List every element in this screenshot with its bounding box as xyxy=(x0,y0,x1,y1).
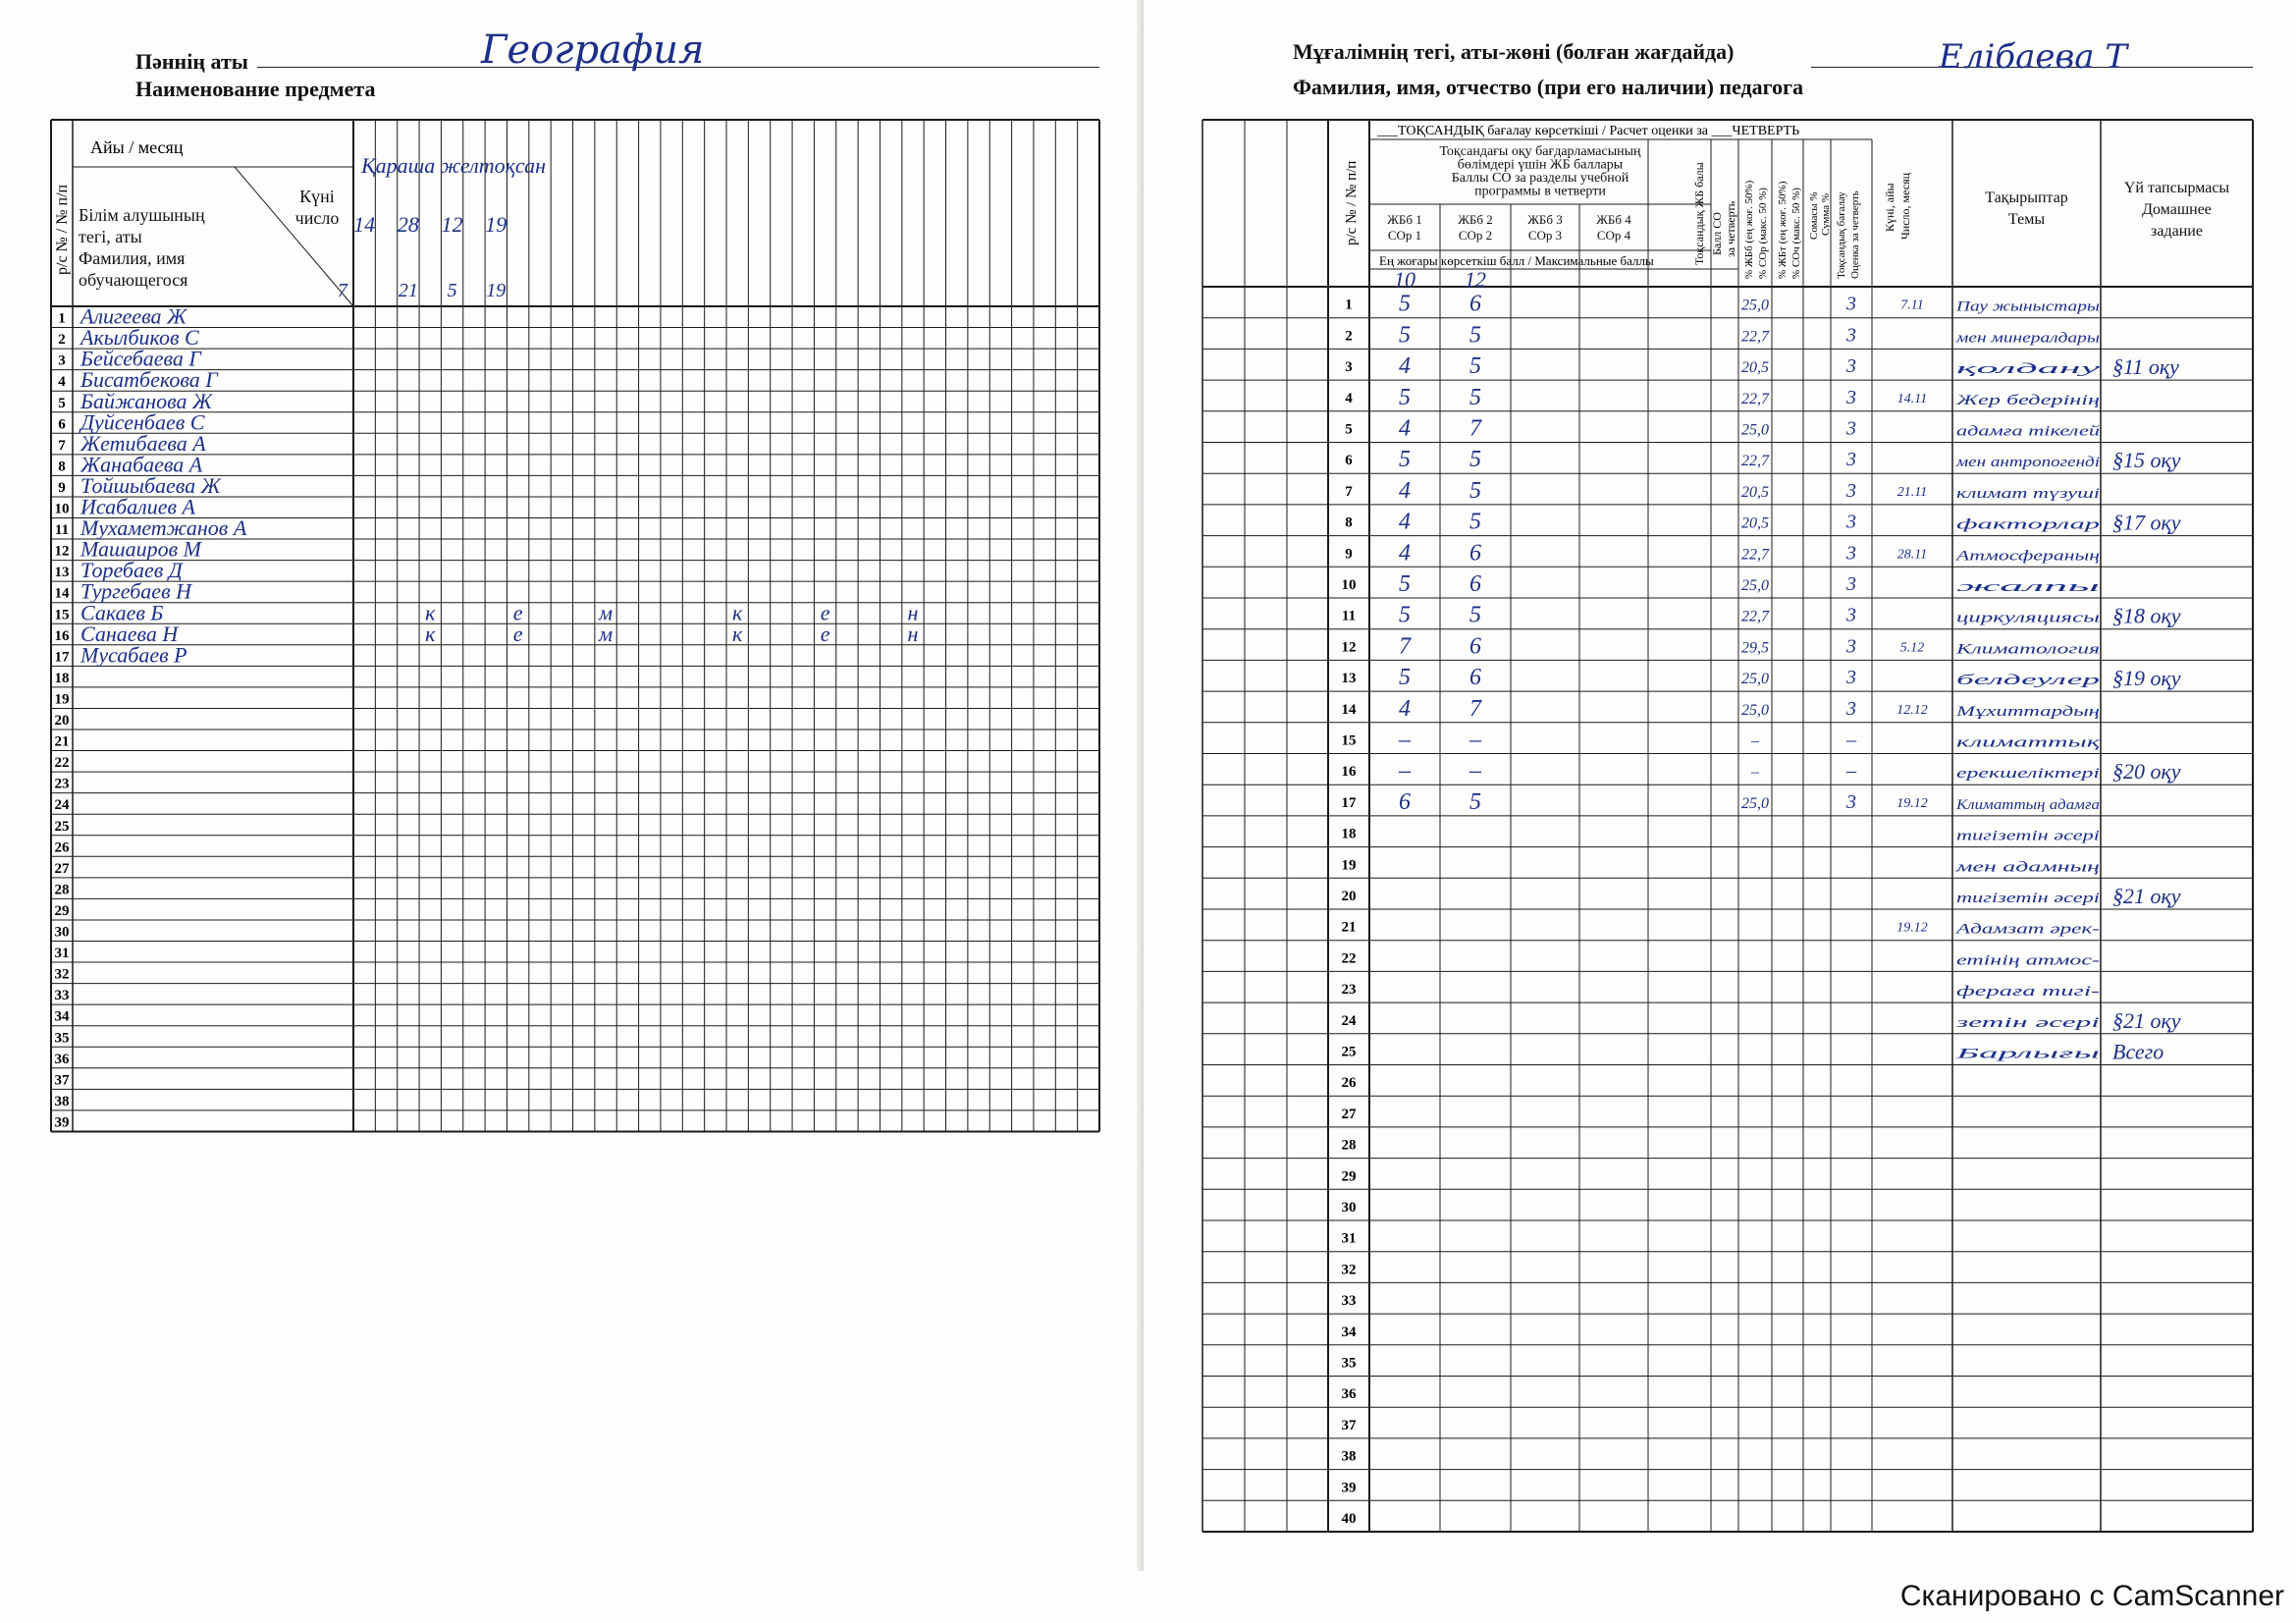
row-number: 10 xyxy=(54,501,70,517)
pct-score: 25,0 xyxy=(1741,297,1769,314)
topic-line: Климатология xyxy=(1954,641,2101,658)
sor2-score: 6 xyxy=(1469,633,1481,660)
row-number: 36 xyxy=(1341,1386,1357,1403)
absence-mark: к xyxy=(732,600,743,625)
pct-score: 25,0 xyxy=(1741,421,1769,439)
row-number: 16 xyxy=(1341,764,1357,781)
homework-entry: Всего xyxy=(2112,1039,2164,1064)
row-number: 34 xyxy=(54,1008,70,1025)
homework-entry: §19 оқу xyxy=(2112,666,2181,691)
student-name: Мусабаев Р xyxy=(80,642,187,668)
row-number: 20 xyxy=(54,713,70,729)
topic-line: климаттық xyxy=(1956,734,2102,751)
sor1-score: 4 xyxy=(1399,509,1411,535)
sor2-score: 5 xyxy=(1469,602,1481,628)
student-name: Алигеева Ж xyxy=(80,303,187,329)
topic-line: мен минералдары xyxy=(1954,330,2100,347)
row-number: 2 xyxy=(58,332,66,349)
student-name: Сакаев Б xyxy=(80,600,164,625)
row-number: 22 xyxy=(1341,950,1357,967)
topic-line: мен адамның xyxy=(1954,859,2100,876)
sor1-score: 5 xyxy=(1399,665,1411,691)
row-number: 13 xyxy=(54,565,70,581)
homework-entry: §15 оқу xyxy=(2112,448,2181,473)
pct-score: 20,5 xyxy=(1741,359,1769,377)
absence-mark: м xyxy=(599,600,614,625)
row-number: 35 xyxy=(1341,1355,1357,1372)
pct-score: 25,0 xyxy=(1741,794,1769,812)
row-number: 8 xyxy=(58,459,66,475)
homework-header: Үй тапсырмасы Домашнее задание xyxy=(2123,180,2230,240)
row-number: 21 xyxy=(1341,919,1357,936)
topic-line: мен антропогенді xyxy=(1954,455,2100,471)
sor-col-header: ЖБб 1 СОр 1 xyxy=(1387,212,1422,243)
topic-line: зетін әсері xyxy=(1953,1014,2100,1031)
row-number: 12 xyxy=(1341,639,1357,656)
subject-label-kz: Пәннің аты xyxy=(135,49,248,74)
topic-line: етінің атмос- xyxy=(1956,952,2100,969)
absence-mark: е xyxy=(512,621,523,646)
quarter-header: ___ТОҚСАНДЫҚ бағалау көрсеткіші / Расчет оценки за ___ЧЕТВЕРТЬ xyxy=(1377,124,1800,138)
row-number: 3 xyxy=(58,352,66,369)
row-number: 33 xyxy=(54,988,70,1004)
row-number: 24 xyxy=(54,797,70,814)
row-number: 38 xyxy=(1341,1448,1357,1465)
sor1-score: 5 xyxy=(1399,322,1411,349)
student-name: Исабалиев А xyxy=(80,494,195,519)
sor1-score: 4 xyxy=(1399,477,1411,504)
total-header-ru2: за четверть xyxy=(1724,200,1737,257)
student-name: Тойшыбаева Ж xyxy=(80,472,221,498)
sor2-score: 7 xyxy=(1469,695,1481,722)
row-number: 33 xyxy=(1341,1293,1357,1310)
date-top: 19 xyxy=(485,212,507,237)
sor2-score: 6 xyxy=(1469,291,1481,317)
num-header: р/с № / № п/п xyxy=(54,184,71,275)
sor1-score: 5 xyxy=(1399,384,1411,410)
quarter-grade: 3 xyxy=(1846,511,1856,533)
topic-line: ерекшеліктері xyxy=(1956,766,2100,783)
date-header-ru: Число, месяц xyxy=(1898,172,1912,240)
quarter-grade: 3 xyxy=(1846,667,1856,689)
student-name: Жетибаева А xyxy=(80,430,206,456)
pct-score: 29,5 xyxy=(1741,639,1769,657)
sor2-score: 5 xyxy=(1469,353,1481,380)
pct-score: 25,0 xyxy=(1741,671,1769,688)
row-number: 25 xyxy=(1341,1044,1357,1060)
sor2-score: 5 xyxy=(1469,477,1481,504)
sor2-score: 5 xyxy=(1469,509,1481,535)
row-number: 19 xyxy=(1341,857,1357,874)
row-number: 16 xyxy=(54,627,70,644)
sor1-score: 4 xyxy=(1399,353,1411,380)
row-number: 6 xyxy=(58,416,66,433)
lesson-date: 28.11 xyxy=(1896,547,1928,563)
date-top: 12 xyxy=(441,212,463,237)
row-number: 34 xyxy=(1341,1324,1357,1340)
row-number: 14 xyxy=(1341,701,1357,718)
row-number: 35 xyxy=(54,1030,70,1047)
row-number: 23 xyxy=(54,776,70,792)
homework-entry: §21 оқу xyxy=(2112,1007,2181,1033)
quarter-grade: – xyxy=(1846,729,1856,751)
max-value: 10 xyxy=(1394,267,1415,292)
sor2-score: 6 xyxy=(1469,540,1481,567)
topic-line: Атмосфераның xyxy=(1954,548,2100,565)
date-top: 14 xyxy=(353,212,376,237)
topic-line: Барлығы xyxy=(1953,1046,2100,1062)
date-bottom: 7 xyxy=(337,280,347,301)
absence-mark: н xyxy=(907,600,919,625)
row-number: 12 xyxy=(54,543,70,560)
right-grid xyxy=(1144,0,2296,1623)
pct-soch-header: % СОч (макс. 50 %) xyxy=(1790,188,1802,279)
row-number: 32 xyxy=(54,966,70,983)
pct-score: 22,7 xyxy=(1741,546,1769,564)
sor1-score: 4 xyxy=(1399,415,1411,442)
pct-score: – xyxy=(1751,732,1759,750)
homework-entry: §20 оқу xyxy=(2112,759,2181,784)
row-number: 37 xyxy=(54,1072,70,1089)
row-number: 22 xyxy=(54,755,70,772)
absence-mark: н xyxy=(907,621,919,646)
quarter-grade: 3 xyxy=(1846,697,1856,720)
student-name: Тургебаев Н xyxy=(80,578,192,604)
row-number: 21 xyxy=(54,733,70,750)
lesson-date: 21.11 xyxy=(1896,484,1928,500)
quarter-grade: 3 xyxy=(1846,635,1856,658)
row-number: 36 xyxy=(54,1051,70,1067)
pct-score: 25,0 xyxy=(1741,577,1769,594)
row-number: 13 xyxy=(1341,671,1357,687)
lesson-date: 12.12 xyxy=(1896,702,1928,718)
sor1-score: 5 xyxy=(1399,291,1411,317)
topic-line: белдеулер xyxy=(1956,673,2102,689)
date-bottom: 5 xyxy=(447,280,457,301)
row-number: 19 xyxy=(54,691,70,708)
absence-mark: к xyxy=(732,621,743,646)
sor-block-header: Тоқсандағы оқу бағдарламасының бөлімдері үшін ЖБ баллары Баллы СО за разделы учебной программы в четверти xyxy=(1439,144,1641,199)
row-number: 18 xyxy=(1341,826,1357,842)
row-number: 38 xyxy=(54,1093,70,1109)
num-header: р/с № / № п/п xyxy=(1344,160,1360,245)
row-number: 29 xyxy=(1341,1168,1357,1185)
row-number: 7 xyxy=(1345,483,1353,500)
pct-zht-header: % ЖБт (ең жоғ. 50%) xyxy=(1777,181,1789,279)
row-number: 5 xyxy=(1345,421,1353,438)
row-number: 14 xyxy=(54,585,70,602)
row-number: 23 xyxy=(1341,982,1357,999)
scanner-watermark: Сканировано с CamScanner xyxy=(1899,1580,2284,1612)
quarter-grade: 3 xyxy=(1846,449,1856,471)
student-name: Мухаметжанов А xyxy=(80,515,247,541)
homework-entry: §21 оқу xyxy=(2112,884,2181,908)
pct-score: – xyxy=(1751,764,1759,782)
row-number: 15 xyxy=(54,607,70,623)
row-number: 32 xyxy=(1341,1262,1357,1278)
row-number: 15 xyxy=(1341,732,1357,749)
row-number: 30 xyxy=(54,924,70,941)
topic-line: тигізетін әсері xyxy=(1956,891,2100,906)
sor1-score: 4 xyxy=(1399,540,1411,567)
row-number: 27 xyxy=(54,860,70,877)
total-header-ru: Балл СО xyxy=(1710,212,1724,255)
topic-line: факторлар xyxy=(1956,516,2102,533)
student-name: Дуйсенбаев С xyxy=(80,409,205,435)
row-number: 26 xyxy=(1341,1075,1357,1092)
student-name: Торебаев Д xyxy=(80,558,183,583)
pct-score: 22,7 xyxy=(1741,453,1769,470)
student-header: Білім алушының тегі, аты Фамилия, имя обучающегося xyxy=(79,205,205,290)
sum-header-kz: Сомасы % xyxy=(1808,191,1820,240)
row-number: 5 xyxy=(58,395,66,411)
topic-line: тигізетін әсері xyxy=(1956,828,2100,844)
sor1-score: 5 xyxy=(1399,602,1411,628)
sor2-score: – xyxy=(1469,758,1481,784)
row-number: 17 xyxy=(54,649,70,666)
row-number: 39 xyxy=(54,1114,70,1131)
pct-score: 22,7 xyxy=(1741,608,1769,625)
student-name: Байжанова Ж xyxy=(80,388,213,413)
row-number: 1 xyxy=(1345,297,1353,313)
row-number: 40 xyxy=(1341,1511,1357,1527)
student-name: Бейсебаева Г xyxy=(80,346,201,371)
teacher-label-kz: Мұғалімнің тегі, аты-жөні (болған жағдайда) xyxy=(1293,39,1735,64)
row-number: 27 xyxy=(1341,1106,1357,1122)
quarter-grade: 3 xyxy=(1846,479,1856,502)
sor-col-header: ЖБб 2 СОр 2 xyxy=(1458,212,1493,243)
row-number: 6 xyxy=(1345,453,1353,469)
grade-header-kz: Тоқсандық бағалау xyxy=(1836,191,1847,279)
lesson-date: 19.12 xyxy=(1896,920,1928,936)
topics-header: Тақырыптар Темы xyxy=(1985,189,2068,228)
sor2-score: 5 xyxy=(1469,447,1481,473)
total-header-kz: Тоқсандық ЖБ балы xyxy=(1692,162,1706,265)
row-number: 7 xyxy=(58,437,66,454)
sor1-score: 4 xyxy=(1399,695,1411,722)
quarter-grade: 3 xyxy=(1846,293,1856,315)
student-name: Акылбиков С xyxy=(80,325,199,351)
topic-line: Климаттың адамға xyxy=(1954,796,2100,813)
topic-line: адамға тікелей xyxy=(1956,423,2101,440)
grade-header-ru: Оценка за четверть xyxy=(1849,190,1861,279)
subject-value: География xyxy=(481,27,705,73)
date-top: 28 xyxy=(397,212,419,237)
pct-score: 22,7 xyxy=(1741,390,1769,407)
row-number: 2 xyxy=(1345,328,1353,345)
sor1-score: 5 xyxy=(1399,447,1411,473)
absence-mark: м xyxy=(599,621,614,646)
pct-score: 20,5 xyxy=(1741,483,1769,501)
student-name: Санаева Н xyxy=(80,621,179,646)
row-number: 39 xyxy=(1341,1480,1357,1496)
row-number: 20 xyxy=(1341,889,1357,904)
quarter-grade: 3 xyxy=(1846,573,1856,595)
quarter-grade: – xyxy=(1846,760,1856,783)
quarter-grade: 3 xyxy=(1846,542,1856,565)
row-number: 4 xyxy=(1345,390,1353,406)
quarter-grade: 3 xyxy=(1846,604,1856,626)
homework-entry: §18 оқу xyxy=(2112,603,2181,628)
row-number: 37 xyxy=(1341,1417,1357,1434)
sor1-score: 7 xyxy=(1399,633,1411,660)
sor1-score: 6 xyxy=(1399,788,1411,815)
row-number: 1 xyxy=(58,310,66,327)
quarter-grade: 3 xyxy=(1846,355,1856,378)
teacher-label-ru: Фамилия, имя, отчество (при его наличии) педагога xyxy=(1293,75,1804,99)
row-number: 24 xyxy=(1341,1012,1357,1029)
pct-score: 25,0 xyxy=(1741,701,1769,719)
row-number: 17 xyxy=(1341,794,1357,811)
sor2-score: 5 xyxy=(1469,384,1481,410)
sor2-score: 7 xyxy=(1469,415,1481,442)
student-name: Машаиров М xyxy=(80,536,201,562)
month-value: Қараша желтоқсан xyxy=(361,153,546,178)
max-label: Ең жоғары көрсеткіш балл / Максимальные баллы xyxy=(1379,253,1654,268)
topic-line: фераға тигі- xyxy=(1956,984,2100,1001)
lesson-date: 19.12 xyxy=(1896,795,1928,811)
row-number: 25 xyxy=(54,818,70,835)
quarter-grade: 3 xyxy=(1846,386,1856,408)
topic-line: Жер бедерінің xyxy=(1954,392,2100,408)
sor1-score: 5 xyxy=(1399,571,1411,597)
pct-score: 20,5 xyxy=(1741,514,1769,532)
date-bottom: 19 xyxy=(486,280,507,301)
pct-score: 22,7 xyxy=(1741,328,1769,346)
topic-line: Адамзат әрек- xyxy=(1954,921,2100,938)
day-header: Күні число xyxy=(294,187,340,228)
quarter-grade: 3 xyxy=(1846,790,1856,813)
sor-col-header: ЖБб 4 СОр 4 xyxy=(1596,212,1631,243)
row-number: 28 xyxy=(1341,1137,1357,1154)
sor-col-header: ЖБб 3 СОр 3 xyxy=(1527,212,1563,243)
topic-line: Мұхиттардың xyxy=(1954,703,2100,720)
homework-entry: §17 оқу xyxy=(2112,510,2181,535)
row-number: 3 xyxy=(1345,359,1353,376)
homework-entry: §11 оқу xyxy=(2112,354,2179,380)
sum-header-ru: Сумма % xyxy=(1820,192,1832,236)
topic-line: қолдану xyxy=(1956,361,2101,378)
sor2-score: – xyxy=(1469,727,1481,753)
row-number: 30 xyxy=(1341,1200,1357,1216)
sor1-score: – xyxy=(1399,758,1411,784)
pct-sor-header: % СОр (макс. 50 %) xyxy=(1757,188,1769,279)
lesson-date: 5.12 xyxy=(1899,640,1925,656)
row-number: 4 xyxy=(58,374,66,391)
sor2-score: 6 xyxy=(1469,571,1481,597)
sor2-score: 5 xyxy=(1469,788,1481,815)
absence-mark: к xyxy=(425,600,436,625)
month-header: Айы / месяц xyxy=(90,137,184,157)
row-number: 28 xyxy=(54,882,70,898)
sor2-score: 5 xyxy=(1469,322,1481,349)
date-header-kz: Күні, айы xyxy=(1883,183,1896,232)
max-value: 12 xyxy=(1465,267,1486,292)
row-number: 11 xyxy=(54,522,70,539)
left-grid xyxy=(0,0,1144,1623)
quarter-grade: 3 xyxy=(1846,324,1856,347)
row-number: 31 xyxy=(54,946,70,962)
subject-label-ru: Наименование предмета xyxy=(135,77,376,101)
right-page xyxy=(1144,0,2296,1623)
row-number: 9 xyxy=(58,479,66,496)
topic-line: Пау жыныстары xyxy=(1954,298,2100,315)
sor2-score: 6 xyxy=(1469,665,1481,691)
teacher-value: Елібаева Т xyxy=(1939,37,2128,77)
pct-zhb-header: % ЖБб (ең жоғ. 50%) xyxy=(1743,180,1755,279)
topic-line: климат түзуші xyxy=(1956,485,2100,502)
topic-line: циркуляциясы xyxy=(1956,610,2100,626)
row-number: 8 xyxy=(1345,514,1353,531)
absence-mark: е xyxy=(512,600,523,625)
row-number: 11 xyxy=(1341,608,1357,624)
absence-mark: е xyxy=(820,600,830,625)
row-number: 18 xyxy=(54,670,70,686)
left-page xyxy=(0,0,1144,1623)
row-number: 9 xyxy=(1345,546,1353,563)
header-diagonal xyxy=(235,167,353,306)
absence-mark: к xyxy=(425,621,436,646)
row-number: 10 xyxy=(1341,577,1357,593)
row-number: 29 xyxy=(54,902,70,919)
quarter-grade: 3 xyxy=(1846,417,1856,440)
topic-line: жалпы xyxy=(1956,579,2100,595)
row-number: 26 xyxy=(54,839,70,856)
date-bottom: 21 xyxy=(398,280,418,301)
sor1-score: – xyxy=(1399,727,1411,753)
lesson-date: 14.11 xyxy=(1896,391,1928,406)
lesson-date: 7.11 xyxy=(1900,298,1924,313)
row-number: 31 xyxy=(1341,1230,1357,1247)
student-name: Жанабаева А xyxy=(80,452,203,477)
absence-mark: е xyxy=(820,621,830,646)
student-name: Бисатбекова Г xyxy=(80,367,218,393)
